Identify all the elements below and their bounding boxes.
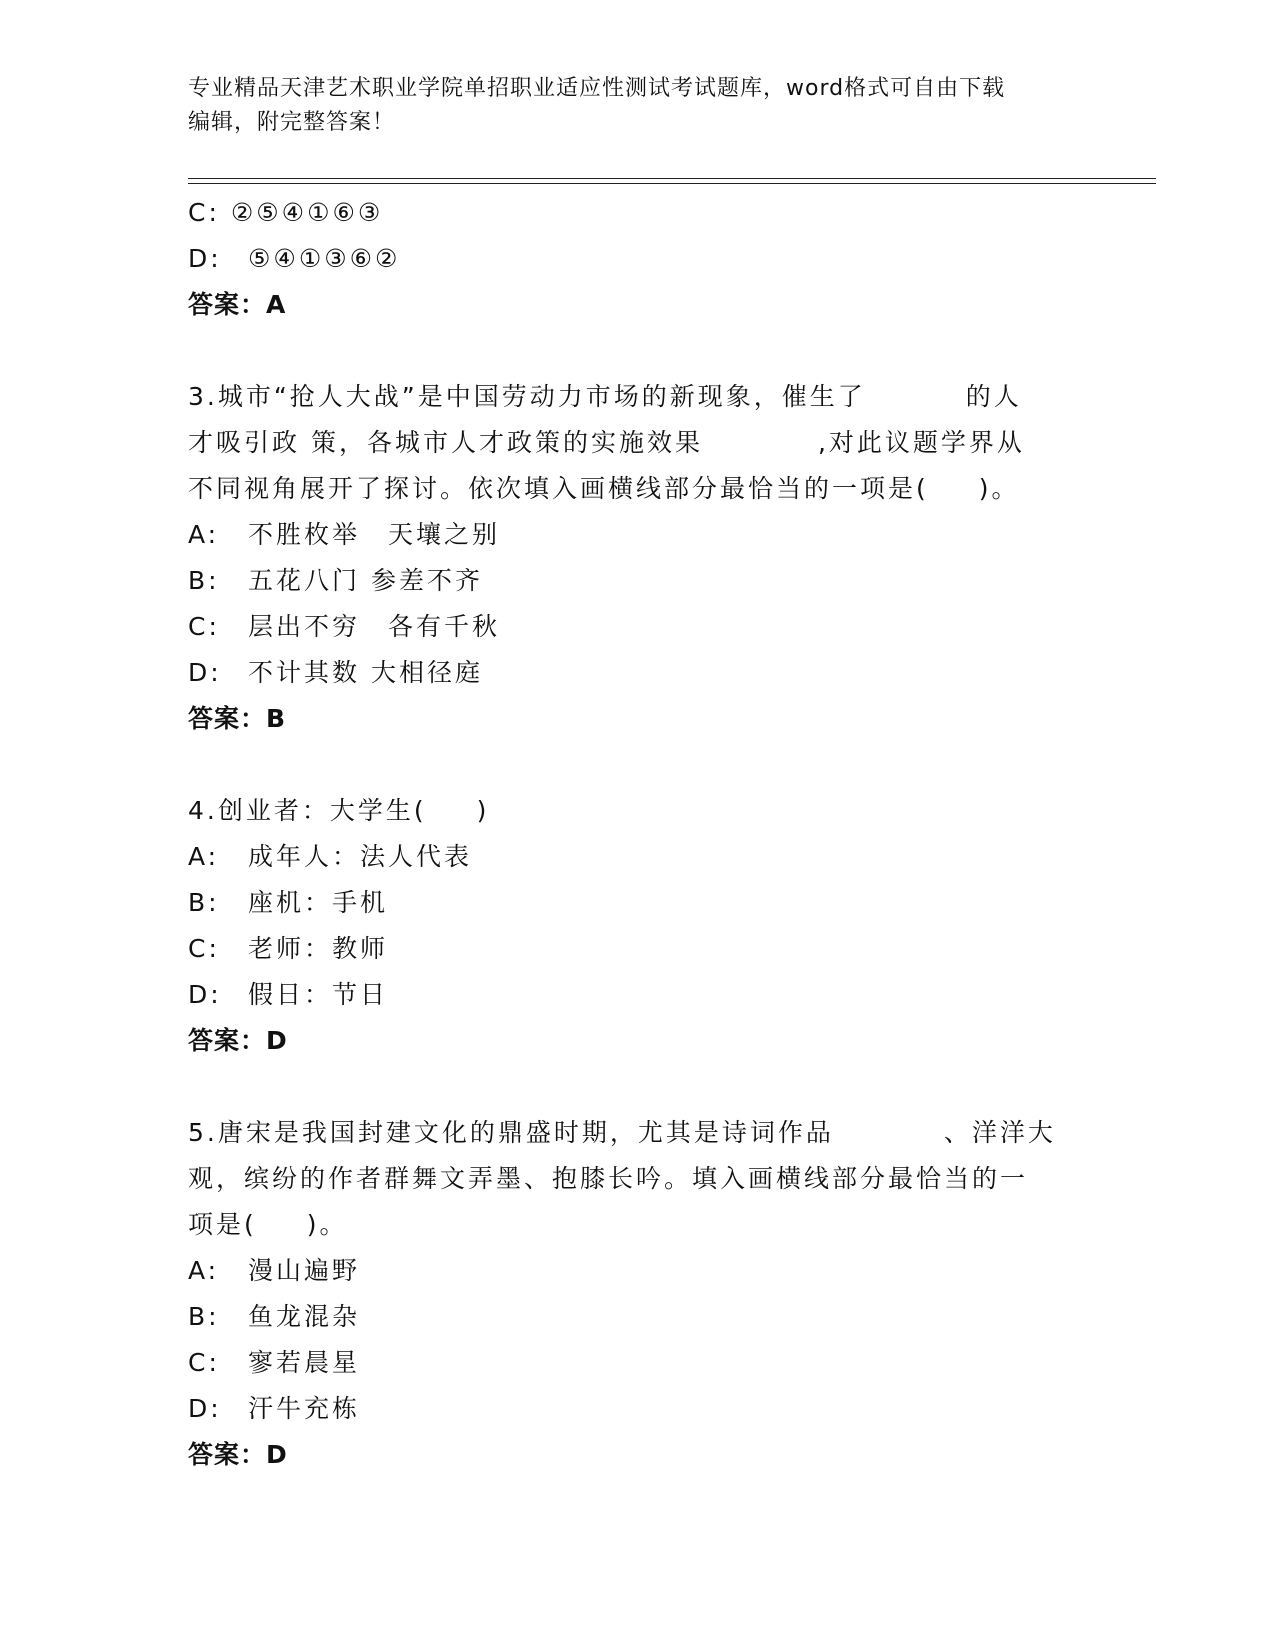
option-label: A:	[188, 520, 220, 549]
option-text: 五花八门 参差不齐	[248, 566, 483, 595]
q4-option-c	[188, 926, 1088, 972]
q3-stem-line-1: 3.城市“抢人大战”是中国劳动力市场的新现象，催生了 的人	[188, 382, 1022, 411]
option-label: D:	[188, 1394, 222, 1423]
q5-option-b	[188, 1294, 1088, 1340]
q3-option-b	[188, 558, 1088, 604]
option-label: D:	[188, 980, 222, 1009]
q3-option-c	[188, 604, 1088, 650]
header-line-2: 编辑，附完整答案！	[188, 110, 396, 135]
q4-option-b	[188, 880, 1088, 926]
q3-option-d	[188, 650, 1088, 696]
option-text: 假日：节日	[248, 980, 389, 1009]
option-label: C:	[188, 612, 220, 641]
q3-option-a	[188, 512, 1088, 558]
option-label: A:	[188, 1256, 220, 1285]
option-text: ②⑤④①⑥③	[230, 198, 384, 227]
q5-option-d	[188, 1386, 1088, 1432]
page-header	[188, 72, 1088, 140]
header-line-1: 专业精品天津艺术职业学院单招职业适应性测试考试题库，word格式可自由下载	[188, 76, 1006, 101]
q5-stem-line-1: 5.唐宋是我国封建文化的鼎盛时期，尤其是诗词作品 、洋洋大	[188, 1118, 1056, 1147]
option-text: 层出不穷 各有千秋	[248, 612, 501, 641]
option-label: C:	[188, 198, 220, 227]
q4-option-d	[188, 972, 1088, 1018]
option-text: 鱼龙混杂	[248, 1302, 361, 1331]
option-label: C:	[188, 1348, 220, 1377]
question-content	[188, 190, 1088, 1478]
option-text: 不胜枚举 天壤之别	[248, 520, 501, 549]
option-text: 寥若晨星	[248, 1348, 361, 1377]
header-rule-bottom	[188, 183, 1156, 184]
q4-answer: 答案：D	[188, 1026, 288, 1055]
q2-answer: 答案：A	[188, 290, 287, 319]
option-text: 老师：教师	[248, 934, 389, 963]
header-rule-top	[188, 178, 1156, 179]
option-label: B:	[188, 888, 220, 917]
option-text: 漫山遍野	[248, 1256, 361, 1285]
option-label: B:	[188, 566, 220, 595]
q5-option-a	[188, 1248, 1088, 1294]
option-label: D:	[188, 658, 222, 687]
q5-stem-line-2: 观，缤纷的作者群舞文弄墨、抱膝长吟。填入画横线部分最恰当的一	[188, 1164, 1029, 1193]
option-label: A:	[188, 842, 220, 871]
q5-option-c	[188, 1340, 1088, 1386]
option-text: 座机：手机	[248, 888, 389, 917]
q5-answer: 答案：D	[188, 1440, 288, 1469]
option-text: 成年人：法人代表	[248, 842, 473, 871]
q4-option-a	[188, 834, 1088, 880]
option-label: B:	[188, 1302, 220, 1331]
q5-stem-line-3: 项是( )。	[188, 1210, 348, 1239]
option-text: ⑤④①③⑥②	[248, 244, 401, 273]
q2-option-c	[188, 190, 1088, 236]
q3-stem-line-3: 不同视角展开了探讨。依次填入画横线部分最恰当的一项是( )。	[188, 474, 1020, 503]
q4-stem: 4.创业者：大学生( )	[188, 796, 490, 825]
option-label: D:	[188, 244, 222, 273]
q2-option-d	[188, 236, 1088, 282]
option-label: C:	[188, 934, 220, 963]
option-text: 汗牛充栋	[248, 1394, 361, 1423]
option-text: 不计其数 大相径庭	[248, 658, 483, 687]
q3-answer: 答案：B	[188, 704, 287, 733]
q3-stem-line-2: 才吸引政 策，各城市人才政策的实施效果 ,对此议题学界从	[188, 428, 1025, 457]
